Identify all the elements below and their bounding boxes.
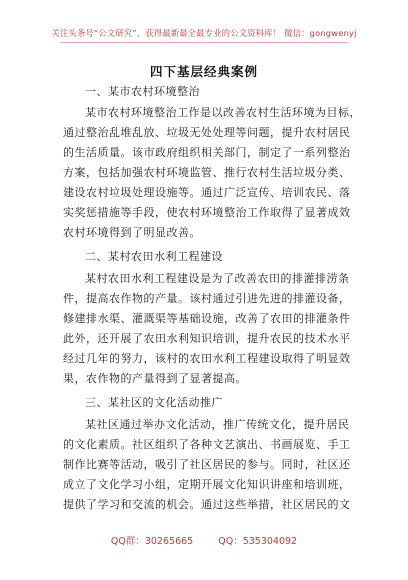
paragraph-line: 某社区通过举办文化活动，推广传统文化，提升居民 (85, 418, 350, 431)
paragraph-line: 通过整治乱堆乱放、垃圾无处处理等问题，提升农村居民 (63, 126, 351, 139)
paragraph-line: 修建排水渠、灌溉渠等基础设施，改善了农田的排灌条件 (63, 312, 351, 325)
section-heading-2: 二、某村农田水利工程建设 (85, 250, 223, 263)
footer-qq: QQ：535304092 (218, 536, 298, 547)
footer-contact (0, 533, 408, 547)
paragraph-line: 方案，包括加强农村环境监管、推行农村生活垃圾分类、 (63, 166, 351, 179)
document-title: 四下基层经典案例 (149, 64, 258, 79)
paragraph-line: 建设农村垃圾处理设施等。通过广泛宣传、培训农民、落 (63, 186, 351, 199)
paragraph-line: 某村农田水利工程建设是为了改善农田的排灌排涝条 (85, 272, 350, 285)
paragraph-line: 某市农村环境整治工作是以改善农村生活环境为目标， (85, 106, 361, 119)
paragraph-line: 此外，还开展了农田水利知识培训，提升农民的技术水平 (63, 332, 351, 345)
paragraph-line: 件，提高农作物的产量。该村通过引进先进的排灌设备， (63, 292, 351, 305)
paragraph-line: 实奖惩措施等手段，使农村环境整治工作取得了显著成效 (63, 206, 351, 219)
paragraph-line: 制作比赛等活动，吸引了社区居民的参与。同时，社区还 (63, 458, 351, 471)
footer-qq-group: QQ群：30265665 (110, 536, 194, 547)
paragraph-line: 提供了学习和交流的机会。通过这些举措，社区居民的文 (63, 498, 351, 511)
paragraph-line: 成立了文化学习小组，定期开展文化知识讲座和培训班， (63, 478, 351, 491)
paragraph-line: 果，农作物的产量得到了显著提高。 (63, 372, 247, 385)
paragraph-line: 的文化素质。社区组织了各种文艺演出、书画展览、手工 (63, 438, 351, 451)
paragraph-line: 农村环境得到了明显改善。 (63, 226, 201, 239)
paragraph-line: 的生活质量。该市政府组织相关部门，制定了一系列整治 (63, 146, 351, 159)
header-divider (60, 42, 348, 43)
section-heading-3: 三、某社区的文化活动推广 (85, 396, 223, 409)
paragraph-line: 经过几年的努力，该村的农田水利工程建设取得了明显效 (63, 352, 351, 365)
section-heading-1: 一、某市农村环境整治 (85, 85, 200, 98)
header-banner: 关注头条号“公文研究”，获得最新最全最专业的公文资料库！ 微信：gongwenyj (51, 28, 357, 38)
